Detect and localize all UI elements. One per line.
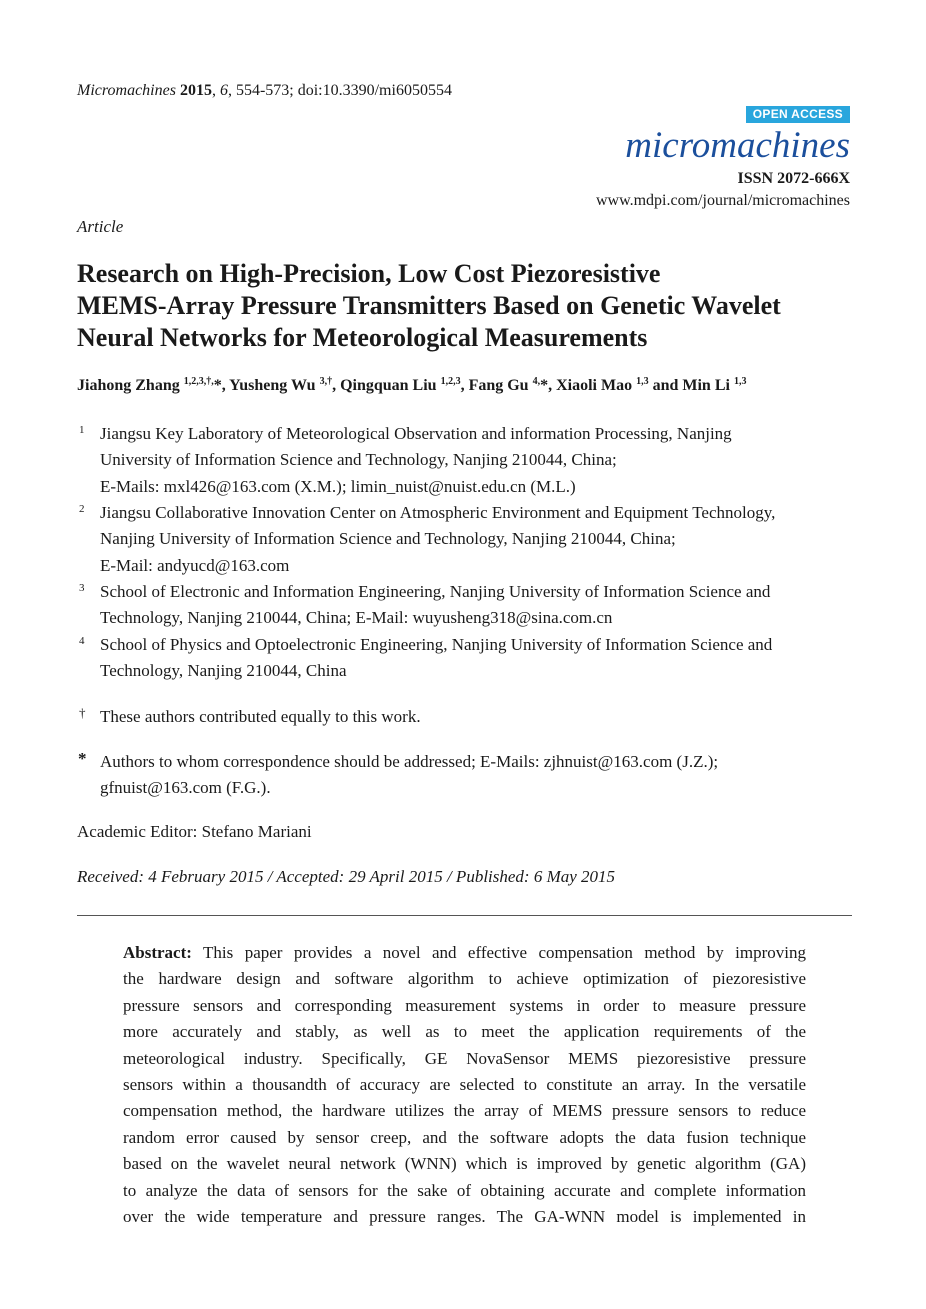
author-name: Min Li: [682, 377, 730, 394]
affiliation-4: [100, 632, 772, 685]
abstract: [123, 940, 806, 1230]
abstract-text: This paper provides a novel and effective compensation method by improving: [203, 943, 806, 962]
affiliation-number: 4: [79, 635, 85, 647]
affiliation-line: Jiangsu Key Laboratory of Meteorological Observation and information Processing, Nanjing: [100, 424, 732, 443]
affiliation-line: Jiangsu Collaborative Innovation Center on Atmospheric Environment and Equipment Technology,: [100, 503, 776, 522]
year: 2015: [179, 82, 212, 99]
issn: ISSN 2072-666X: [737, 170, 850, 187]
author-separator: ,: [460, 377, 469, 394]
author-affil-sup: 4,: [532, 376, 541, 387]
abstract-line: to analyze the data of sensors for the sake of obtaining accurate and complete information: [123, 1180, 806, 1200]
affiliation-1: [100, 421, 732, 500]
volume: 6: [219, 82, 228, 99]
equal-contribution-note: [100, 704, 421, 730]
author-separator: ,: [221, 377, 230, 394]
affiliation-number: 3: [79, 582, 85, 594]
author-affil-sup: 3,†: [319, 376, 333, 387]
affiliation-3: [100, 579, 770, 632]
author-affil-sup: 1,2,3,†,: [183, 376, 214, 387]
author-separator: ,: [332, 377, 341, 394]
affiliation-line: Nanjing University of Information Science and Technology, Nanjing 210044, China;: [100, 529, 676, 549]
affiliation-line: School of Electronic and Information Engineering, Nanjing University of Information Science and: [100, 582, 771, 601]
abstract-line: based on the wavelet neural network (WNN) which is improved by genetic algorithm (GA): [123, 1154, 806, 1174]
affiliation-line: University of Information Science and Technology, Nanjing 210044, China;: [100, 450, 617, 470]
note-line: These authors contributed equally to this work.: [100, 707, 421, 726]
pages-doi: , 554-573; doi:10.3390/mi6050554: [227, 82, 452, 99]
author-separator: and: [648, 377, 683, 394]
abstract-line: sensors within a thousandth of accuracy are selected to constitute an array. In the versatile: [123, 1074, 806, 1094]
journal-name-logo: micromachines: [625, 125, 850, 166]
title-line: Neural Networks for Meteorological Measurements: [77, 323, 648, 352]
author-name: Jiahong Zhang: [77, 377, 180, 394]
affiliation-line: E-Mails: mxl426@163.com (X.M.); limin_nuist@nuist.edu.cn (M.L.): [100, 476, 576, 496]
affiliation-line: E-Mail: andyucd@163.com: [100, 555, 290, 575]
correspondence-note: [100, 749, 718, 802]
corresponding-mark: *: [540, 377, 549, 394]
author-list: [77, 377, 746, 395]
title-line: MEMS-Array Pressure Transmitters Based on Genetic Wavelet: [77, 291, 781, 320]
abstract-line: pressure sensors and corresponding measurement systems in order to measure pressure: [123, 995, 806, 1015]
note-line: Authors to whom correspondence should be addressed; E-Mails: zjhnuist@163.com (J.Z.);: [100, 752, 719, 771]
star-mark: *: [78, 749, 87, 768]
abstract-line: compensation method, the hardware utilizes the array of MEMS pressure sensors to reduce: [123, 1101, 806, 1121]
academic-editor: Academic Editor: Stefano Mariani: [77, 822, 312, 841]
abstract-line: over the wide temperature and pressure ranges. The GA-WNN model is implemented in: [123, 1206, 806, 1226]
author-name: Yusheng Wu: [229, 377, 316, 394]
note-line: gfnuist@163.com (F.G.).: [100, 778, 271, 798]
author-affil-sup: 1,3: [636, 376, 649, 387]
abstract-label: Abstract:: [123, 943, 192, 962]
author-affil-sup: 1,3: [733, 376, 747, 387]
citation-line: Micromachines 2015, 6, 554-573; doi:10.3390/mi6050554: [77, 82, 452, 99]
journal-abbrev: Micromachines: [77, 82, 176, 99]
abstract-line: the hardware design and software algorithm to achieve optimization of piezoresistive: [123, 969, 806, 989]
abstract-line: more accurately and stably, as well as to meet the application requirements of the: [123, 1022, 806, 1042]
open-access-badge: OPEN ACCESS: [746, 106, 850, 123]
abstract-line: random error caused by sensor creep, and the software adopts the data fusion technique: [123, 1127, 806, 1147]
publication-dates: Received: 4 February 2015 / Accepted: 29 April 2015 / Published: 6 May 2015: [77, 867, 616, 886]
article-type: Article: [77, 217, 124, 236]
author-separator: ,: [548, 377, 557, 394]
author-affil-sup: 1,2,3: [440, 376, 461, 387]
paper-title: [77, 258, 867, 354]
corresponding-mark: *: [213, 377, 222, 394]
affiliation-number: 2: [79, 503, 85, 515]
section-divider: [77, 915, 852, 916]
abstract-line: [123, 940, 806, 966]
dagger-mark: †: [79, 705, 86, 720]
author-name: Xiaoli Mao: [556, 377, 633, 394]
affiliation-line: School of Physics and Optoelectronic Engineering, Nanjing University of Information Science and: [100, 635, 773, 654]
journal-url[interactable]: www.mdpi.com/journal/micromachines: [595, 192, 850, 209]
author-name: Fang Gu: [468, 377, 529, 394]
author-name: Qingquan Liu: [340, 377, 437, 394]
affiliation-line: Technology, Nanjing 210044, China: [100, 661, 347, 681]
affiliation-number: 1: [79, 424, 85, 436]
abstract-line: meteorological industry. Specifically, GE NovaSensor MEMS piezoresistive pressure: [123, 1048, 806, 1068]
affiliation-2: [100, 500, 775, 579]
affiliation-line: Technology, Nanjing 210044, China; E-Mail: wuyusheng318@sina.com.cn: [100, 608, 613, 628]
title-line: Research on High-Precision, Low Cost Piezoresistive: [77, 259, 661, 288]
